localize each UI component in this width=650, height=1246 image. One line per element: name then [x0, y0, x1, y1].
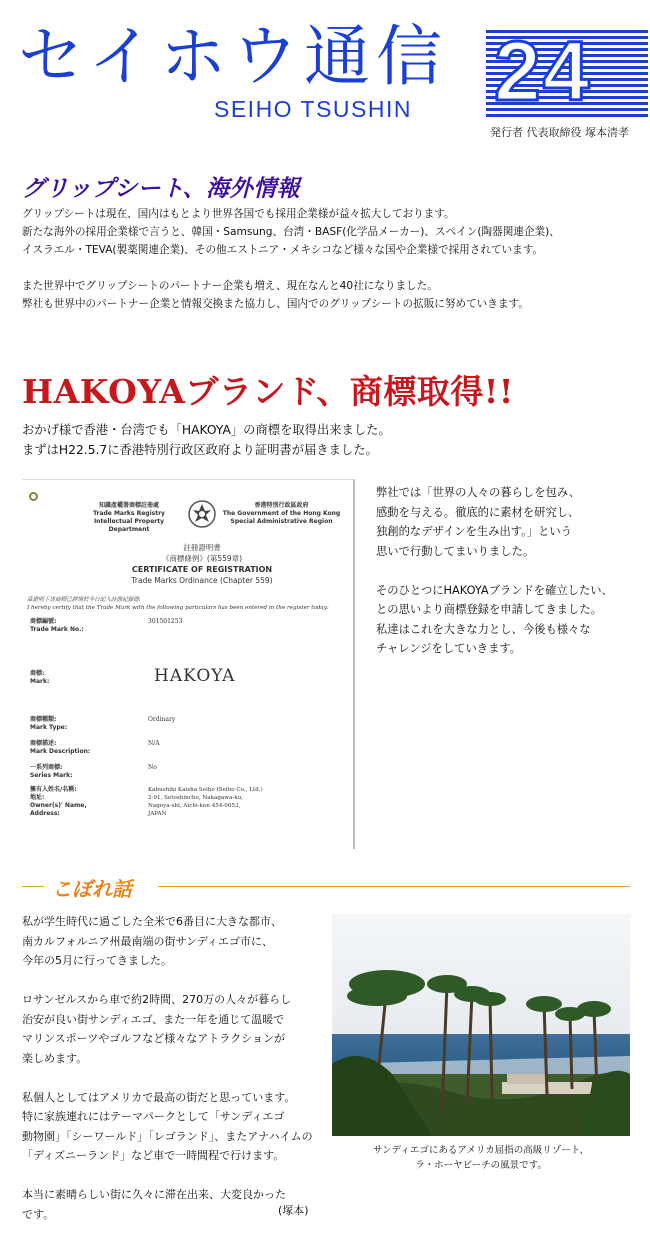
- trademark-certificate-image: [22, 479, 355, 849]
- hakoya-side-line: 弊社では「世界の人々の暮らしを包み、: [376, 486, 581, 499]
- heading-rule-left: [22, 886, 44, 887]
- kobore-line: 私が学生時代に過ごした全米で6番目に大きな都市、: [22, 915, 282, 928]
- grip-paragraph-line: 新たな海外の採用企業様で言うと、韓国・Samsung、台湾・BASF(化学品メーカー)、スペイン(陶器関連企業)、: [22, 226, 560, 238]
- hakoya-side-line: 独創的なデザインを生み出す。」という: [376, 525, 573, 538]
- kobore-line: 治安が良い街サンディエゴ、また一年を通じて温暖で: [22, 1012, 285, 1026]
- author-credit: (塚本): [278, 1204, 309, 1217]
- hakoya-side-line: チャレンジをしていきます。: [376, 642, 522, 655]
- hakoya-intro-line: まずはH22.5.7に香港特別行政区政府より証明書が届きました。: [22, 443, 378, 457]
- cert-field-label: 一系列商標: Series Mark:: [30, 764, 73, 779]
- grip-section-body: [22, 205, 632, 313]
- cert-field-label: 擁有人姓名/名稱: 地址: Owner(s)' Name, Address:: [30, 786, 87, 817]
- hakoya-side-line: 私達はこれを大きな力とし、今後も様々な: [376, 622, 591, 636]
- kobore-line: 本当に素晴らしい街に久々に滞在出来、大変良かった: [22, 1188, 286, 1201]
- photo-caption: サンディエゴにあるアメリカ屈指の高級リゾート、 ラ・ホーヤビーチの風景です。: [373, 1145, 589, 1171]
- cert-mark-word: HAKOYA: [154, 666, 236, 686]
- hakoya-side-line: 思いで行動してまいりました。: [376, 544, 535, 558]
- kobore-line: 南カルフォルニア州最南端の街サンディエゴ市に、: [22, 934, 274, 948]
- kobore-line: 特に家族連れにはテーマパークとして「サンディエゴ: [22, 1110, 285, 1123]
- hakoya-intro-line: おかげ様で香港・台湾でも「HAKOYA」の商標を取得出来ました。: [22, 423, 391, 437]
- newsletter-title: セイホウ通信: [18, 18, 449, 95]
- hakoya-side-line: 感動を与える。徹底的に素材を研究し、: [376, 505, 580, 519]
- kobore-line: 私個人としてはアメリカで最高の街だと思っています。: [22, 1090, 296, 1104]
- hakoya-intro: [22, 420, 391, 460]
- heading-rule-right: [158, 886, 630, 887]
- cert-certify-text: 茲證明下述商標已詳情於今日記入註冊紀錄冊: I hereby certify that the Trade Mark with the following particulars has been entered in the register today:: [27, 597, 329, 611]
- kobore-line: 楽しめます。: [22, 1051, 88, 1065]
- hakoya-side-text: [376, 483, 636, 659]
- grip-paragraph-line: また世界中でグリップシートのパートナー企業も増え、現在なんと40社になりました。: [22, 280, 438, 292]
- issue-number-badge: [486, 30, 648, 118]
- kobore-section-body: [22, 912, 332, 1224]
- cert-field-label: 商標編號: Trade Mark No.:: [30, 618, 84, 633]
- grip-section-heading: グリップシート、海外情報: [22, 176, 301, 202]
- kobore-line: ロサンゼルスから車で約2時間、270万の人々が暮らし: [22, 993, 292, 1006]
- kobore-line: マリンスポーツやゴルフなど様々なアトラクションが: [22, 1032, 286, 1045]
- cert-field-value: No: [148, 764, 157, 771]
- hong-kong-emblem-icon: [187, 498, 217, 530]
- kobore-line: です。: [22, 1207, 55, 1221]
- cert-field-value: Ordinary: [148, 716, 176, 723]
- cert-field-label: 商標: Mark:: [30, 670, 50, 685]
- la-jolla-beach-photo: [332, 914, 630, 1136]
- cert-field-value: 301501253: [148, 618, 183, 625]
- cert-field-label: 商標種類: Mark Type:: [30, 716, 68, 731]
- kobore-line: 動物園」「シーワールド」「レゴランド」、またアナハイムの: [22, 1129, 313, 1143]
- cert-field-value: N/A: [148, 740, 160, 747]
- newsletter-subtitle: SEIHO TSUSHIN: [214, 96, 412, 122]
- cert-header-right: 香港特別行政區政府 The Government of the Hong Kong Special Administrative Region: [222, 502, 341, 525]
- grip-paragraph-line: イスラエル・TEVA(製薬関連企業)、その他エストニア・メキシコなど様々な国や企業様で採用されています。: [22, 244, 544, 256]
- kobore-line: 今年の5月に行ってきました。: [22, 954, 172, 967]
- grip-paragraph-line: 弊社も世界中のパートナー企業と情報交換また協力し、国内でのグリップシートの拡販に努めていきます。: [22, 298, 529, 310]
- hakoya-side-line: との思いより商標登録を申請してきました。: [376, 603, 602, 616]
- issue-number: 24: [494, 30, 592, 118]
- kobore-line: 「ディズニーランド」など車で一時間程で行けます。: [22, 1149, 285, 1162]
- grip-paragraph-line: グリップシートは現在、国内はもとより世界各国でも採用企業様が益々拡大しております。: [22, 208, 455, 220]
- publisher-credit: 発行者 代表取締役 塚本清孝: [490, 126, 629, 139]
- cert-title: 註冊證明書 《商標條例》(第559章) CERTIFICATE OF REGISTRATION Trade Marks Ordinance (Chapter 559): [131, 543, 273, 585]
- binder-hole-icon: [29, 492, 38, 501]
- hakoya-side-line: そのひとつにHAKOYAブランドを確立したい、: [376, 583, 613, 597]
- hakoya-section-heading: HAKOYAブランド、商標取得!!: [22, 372, 514, 411]
- cert-header-left: 知識產權署商標註冊處 Trade Marks Registry Intellectual Property Department: [93, 502, 165, 533]
- cert-field-label: 商標描述: Mark Description:: [30, 740, 91, 755]
- cert-owner-address: Kabushiki Kaisha Seiho (Seiho Co., Ltd.) 2-91, Setoshincho, Nakagawa-ku, Nagoya-shi, Aichi-ken 454-0053, JAPAN: [148, 787, 263, 817]
- kobore-section-heading: こぼれ話: [52, 877, 132, 901]
